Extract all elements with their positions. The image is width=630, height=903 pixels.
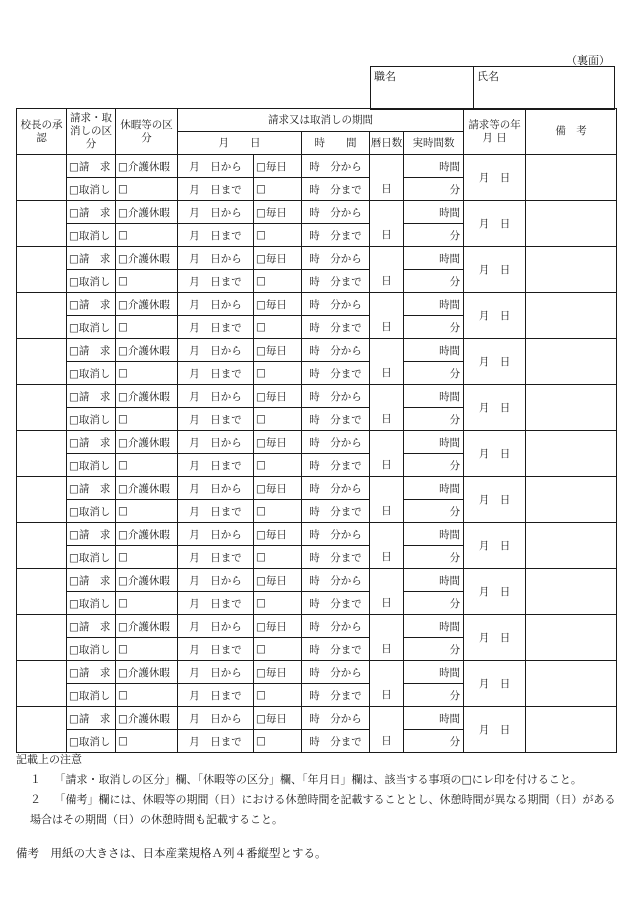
cancel-checkbox[interactable]: □取消し [67, 224, 116, 247]
care-leave-checkbox[interactable]: □介護休暇 [116, 477, 178, 500]
request-checkbox[interactable]: □請 求 [67, 661, 116, 684]
request-date-field[interactable]: 月 日 [464, 339, 526, 385]
request-date-field[interactable]: 月 日 [464, 523, 526, 569]
cancel-checkbox[interactable]: □取消し [67, 270, 116, 293]
hours-field[interactable]: 時間 [404, 155, 464, 178]
from-time-field[interactable]: 時 分から [302, 661, 370, 684]
calendar-days-field[interactable]: 日 [370, 661, 404, 707]
from-date-field[interactable]: 月 日から [178, 523, 254, 546]
other-checkbox[interactable]: □ [254, 638, 302, 661]
minutes-field[interactable]: 分 [404, 362, 464, 385]
minutes-field[interactable]: 分 [404, 408, 464, 431]
approval-cell[interactable] [17, 523, 67, 569]
other-checkbox[interactable]: □ [254, 592, 302, 615]
care-leave-checkbox[interactable]: □介護休暇 [116, 523, 178, 546]
time-header: 時 間 [302, 132, 370, 155]
care-leave-checkbox[interactable]: □介護休暇 [116, 615, 178, 638]
approval-cell[interactable] [17, 385, 67, 431]
request-checkbox[interactable]: □請 求 [67, 431, 116, 454]
other-leave-checkbox[interactable]: □ [116, 408, 178, 431]
to-time-field[interactable]: 時 分まで [302, 362, 370, 385]
request-date-field[interactable]: 月 日 [464, 615, 526, 661]
table-row [17, 523, 617, 546]
to-date-field[interactable]: 月 日まで [178, 638, 254, 661]
hours-field[interactable]: 時間 [404, 707, 464, 730]
other-leave-checkbox[interactable]: □ [116, 500, 178, 523]
cancel-checkbox[interactable]: □取消し [67, 408, 116, 431]
calendar-days-field[interactable]: 日 [370, 339, 404, 385]
request-date-field[interactable]: 月 日 [464, 477, 526, 523]
other-checkbox[interactable]: □ [254, 730, 302, 753]
request-date-field[interactable]: 月 日 [464, 661, 526, 707]
other-checkbox[interactable]: □ [254, 270, 302, 293]
daily-checkbox[interactable]: □毎日 [254, 523, 302, 546]
other-leave-checkbox[interactable]: □ [116, 454, 178, 477]
calendar-days-field[interactable]: 日 [370, 293, 404, 339]
other-leave-checkbox[interactable]: □ [116, 592, 178, 615]
care-leave-checkbox[interactable]: □介護休暇 [116, 155, 178, 178]
request-date-field[interactable]: 月 日 [464, 431, 526, 477]
request-checkbox[interactable]: □請 求 [67, 523, 116, 546]
other-leave-checkbox[interactable]: □ [116, 546, 178, 569]
approval-cell[interactable] [17, 155, 67, 201]
request-checkbox[interactable]: □請 求 [67, 477, 116, 500]
period-header: 請求又は取消しの期間 [178, 109, 464, 132]
to-time-field[interactable]: 時 分まで [302, 224, 370, 247]
daily-checkbox[interactable]: □毎日 [254, 477, 302, 500]
request-checkbox[interactable]: □請 求 [67, 293, 116, 316]
to-date-field[interactable]: 月 日まで [178, 270, 254, 293]
daily-checkbox[interactable]: □毎日 [254, 293, 302, 316]
from-date-field[interactable]: 月 日から [178, 201, 254, 224]
other-checkbox[interactable]: □ [254, 362, 302, 385]
other-leave-checkbox[interactable]: □ [116, 638, 178, 661]
job-title-field[interactable]: 職名 [371, 67, 474, 110]
from-time-field[interactable]: 時 分から [302, 155, 370, 178]
request-checkbox[interactable]: □請 求 [67, 385, 116, 408]
other-checkbox[interactable]: □ [254, 546, 302, 569]
from-time-field[interactable]: 時 分から [302, 707, 370, 730]
name-field[interactable]: 氏名 [474, 67, 615, 110]
remarks-field[interactable] [526, 201, 617, 247]
request-checkbox[interactable]: □請 求 [67, 569, 116, 592]
care-leave-checkbox[interactable]: □介護休暇 [116, 293, 178, 316]
from-time-field[interactable]: 時 分から [302, 385, 370, 408]
approval-cell[interactable] [17, 615, 67, 661]
calendar-days-field[interactable]: 日 [370, 615, 404, 661]
remarks-field[interactable] [526, 661, 617, 707]
from-date-field[interactable]: 月 日から [178, 615, 254, 638]
footer-remark: 備考 用紙の大きさは、日本産業規格Ａ列４番縦型とする。 [16, 846, 327, 860]
hours-field[interactable]: 時間 [404, 523, 464, 546]
header-box [370, 66, 615, 110]
calendar-days-field[interactable]: 日 [370, 477, 404, 523]
request-date-field[interactable]: 月 日 [464, 155, 526, 201]
care-leave-checkbox[interactable]: □介護休暇 [116, 201, 178, 224]
care-leave-checkbox[interactable]: □介護休暇 [116, 385, 178, 408]
calendar-days-field[interactable]: 日 [370, 707, 404, 753]
cancel-checkbox[interactable]: □取消し [67, 454, 116, 477]
hours-field[interactable]: 時間 [404, 569, 464, 592]
request-date-field[interactable]: 月 日 [464, 707, 526, 753]
from-time-field[interactable]: 時 分から [302, 247, 370, 270]
care-leave-checkbox[interactable]: □介護休暇 [116, 707, 178, 730]
minutes-field[interactable]: 分 [404, 270, 464, 293]
table-row [17, 477, 617, 500]
calendar-days-field[interactable]: 日 [370, 523, 404, 569]
approval-cell[interactable] [17, 707, 67, 753]
principal-approval-header: 校長の承 認 [17, 109, 67, 155]
table-row [17, 707, 617, 730]
from-time-field[interactable]: 時 分から [302, 477, 370, 500]
remarks-field[interactable] [526, 339, 617, 385]
request-checkbox[interactable]: □請 求 [67, 707, 116, 730]
table-row [17, 385, 617, 408]
table-row [17, 155, 617, 178]
approval-cell[interactable] [17, 477, 67, 523]
other-leave-checkbox[interactable]: □ [116, 316, 178, 339]
from-time-field[interactable]: 時 分から [302, 431, 370, 454]
to-time-field[interactable]: 時 分まで [302, 592, 370, 615]
to-time-field[interactable]: 時 分まで [302, 316, 370, 339]
from-time-field[interactable]: 時 分から [302, 293, 370, 316]
from-time-field[interactable]: 時 分から [302, 523, 370, 546]
remarks-field[interactable] [526, 615, 617, 661]
to-time-field[interactable]: 時 分まで [302, 454, 370, 477]
daily-checkbox[interactable]: □毎日 [254, 615, 302, 638]
cancel-checkbox[interactable]: □取消し [67, 638, 116, 661]
request-date-field[interactable]: 月 日 [464, 201, 526, 247]
approval-cell[interactable] [17, 661, 67, 707]
to-time-field[interactable]: 時 分まで [302, 730, 370, 753]
request-checkbox[interactable]: □請 求 [67, 615, 116, 638]
to-time-field[interactable]: 時 分まで [302, 546, 370, 569]
other-checkbox[interactable]: □ [254, 178, 302, 201]
to-date-field[interactable]: 月 日まで [178, 178, 254, 201]
request-date-field[interactable]: 月 日 [464, 247, 526, 293]
from-date-field[interactable]: 月 日から [178, 707, 254, 730]
hours-field[interactable]: 時間 [404, 201, 464, 224]
care-leave-checkbox[interactable]: □介護休暇 [116, 431, 178, 454]
minutes-field[interactable]: 分 [404, 316, 464, 339]
care-leave-checkbox[interactable]: □介護休暇 [116, 569, 178, 592]
remarks-field[interactable] [526, 477, 617, 523]
leave-request-table [16, 108, 617, 753]
to-date-field[interactable]: 月 日まで [178, 546, 254, 569]
hours-field[interactable]: 時間 [404, 247, 464, 270]
approval-cell[interactable] [17, 431, 67, 477]
approval-cell[interactable] [17, 293, 67, 339]
from-date-field[interactable]: 月 日から [178, 247, 254, 270]
other-leave-checkbox[interactable]: □ [116, 362, 178, 385]
cancel-checkbox[interactable]: □取消し [67, 546, 116, 569]
to-time-field[interactable]: 時 分まで [302, 500, 370, 523]
calendar-days-header: 暦日数 [370, 132, 404, 155]
care-leave-checkbox[interactable]: □介護休暇 [116, 661, 178, 684]
other-leave-checkbox[interactable]: □ [116, 178, 178, 201]
from-date-field[interactable]: 月 日から [178, 339, 254, 362]
from-date-field[interactable]: 月 日から [178, 569, 254, 592]
care-leave-checkbox[interactable]: □介護休暇 [116, 247, 178, 270]
remarks-header: 備 考 [526, 109, 617, 155]
hours-field[interactable]: 時間 [404, 615, 464, 638]
to-time-field[interactable]: 時 分まで [302, 638, 370, 661]
daily-checkbox[interactable]: □毎日 [254, 247, 302, 270]
other-checkbox[interactable]: □ [254, 454, 302, 477]
hours-field[interactable]: 時間 [404, 477, 464, 500]
other-leave-checkbox[interactable]: □ [116, 270, 178, 293]
remarks-field[interactable] [526, 293, 617, 339]
from-time-field[interactable]: 時 分から [302, 615, 370, 638]
other-checkbox[interactable]: □ [254, 500, 302, 523]
other-leave-checkbox[interactable]: □ [116, 730, 178, 753]
to-date-field[interactable]: 月 日まで [178, 454, 254, 477]
request-checkbox[interactable]: □請 求 [67, 339, 116, 362]
category-header: 請求・取消しの区 分 [67, 109, 116, 155]
from-date-field[interactable]: 月 日から [178, 477, 254, 500]
table-row [17, 569, 617, 592]
request-checkbox[interactable]: □請 求 [67, 247, 116, 270]
calendar-days-field[interactable]: 日 [370, 385, 404, 431]
to-date-field[interactable]: 月 日まで [178, 500, 254, 523]
request-date-field[interactable]: 月 日 [464, 569, 526, 615]
note-1-text: 「請求・取消しの区分」欄、「休暇等の区分」欄、「年月日」欄は、該当する事項の□にレ印を付けること。 [54, 773, 582, 786]
table-row [17, 661, 617, 684]
approval-cell[interactable] [17, 569, 67, 615]
calendar-days-field[interactable]: 日 [370, 569, 404, 615]
cancel-checkbox[interactable]: □取消し [67, 592, 116, 615]
actual-hours-header: 実時間数 [404, 132, 464, 155]
minutes-field[interactable]: 分 [404, 638, 464, 661]
table-row [17, 615, 617, 638]
from-date-field[interactable]: 月 日から [178, 661, 254, 684]
daily-checkbox[interactable]: □毎日 [254, 661, 302, 684]
cancel-checkbox[interactable]: □取消し [67, 178, 116, 201]
hours-field[interactable]: 時間 [404, 431, 464, 454]
minutes-field[interactable]: 分 [404, 178, 464, 201]
notes-title: 記載上の注意 [16, 753, 82, 766]
from-time-field[interactable]: 時 分から [302, 339, 370, 362]
daily-checkbox[interactable]: □毎日 [254, 339, 302, 362]
remarks-field[interactable] [526, 569, 617, 615]
calendar-days-field[interactable]: 日 [370, 431, 404, 477]
table-row [17, 431, 617, 454]
daily-checkbox[interactable]: □毎日 [254, 201, 302, 224]
table-row [17, 247, 617, 270]
other-checkbox[interactable]: □ [254, 684, 302, 707]
to-date-field[interactable]: 月 日まで [178, 592, 254, 615]
request-date-field[interactable]: 月 日 [464, 293, 526, 339]
approval-cell[interactable] [17, 339, 67, 385]
other-checkbox[interactable]: □ [254, 224, 302, 247]
reverse-side-label: （裏面） [566, 54, 610, 67]
table-row [17, 339, 617, 362]
care-leave-checkbox[interactable]: □介護休暇 [116, 339, 178, 362]
to-date-field[interactable]: 月 日まで [178, 316, 254, 339]
other-checkbox[interactable]: □ [254, 316, 302, 339]
request-date-header: 請求等の年 月 日 [464, 109, 526, 155]
to-date-field[interactable]: 月 日まで [178, 408, 254, 431]
daily-checkbox[interactable]: □毎日 [254, 385, 302, 408]
from-time-field[interactable]: 時 分から [302, 569, 370, 592]
to-time-field[interactable]: 時 分まで [302, 684, 370, 707]
other-checkbox[interactable]: □ [254, 408, 302, 431]
month-day-header: 月 日 [178, 132, 302, 155]
minutes-field[interactable]: 分 [404, 592, 464, 615]
daily-checkbox[interactable]: □毎日 [254, 707, 302, 730]
table-row [17, 293, 617, 316]
to-date-field[interactable]: 月 日まで [178, 730, 254, 753]
to-time-field[interactable]: 時 分まで [302, 270, 370, 293]
hours-field[interactable]: 時間 [404, 661, 464, 684]
note-2-text: 「備考」欄には、休暇等の期間（日）における休憩時間を記載することとし、休憩時間が異なる期間（日）がある場合はその期間（日）の休憩時間も記載すること。 [30, 793, 616, 826]
cancel-checkbox[interactable]: □取消し [67, 684, 116, 707]
cancel-checkbox[interactable]: □取消し [67, 362, 116, 385]
daily-checkbox[interactable]: □毎日 [254, 155, 302, 178]
leave-type-header: 休暇等の区分 [116, 109, 178, 155]
request-date-field[interactable]: 月 日 [464, 385, 526, 431]
approval-cell[interactable] [17, 201, 67, 247]
to-time-field[interactable]: 時 分まで [302, 178, 370, 201]
hours-field[interactable]: 時間 [404, 385, 464, 408]
approval-cell[interactable] [17, 247, 67, 293]
from-date-field[interactable]: 月 日から [178, 431, 254, 454]
notes-section [16, 750, 616, 830]
to-time-field[interactable]: 時 分まで [302, 408, 370, 431]
to-date-field[interactable]: 月 日まで [178, 362, 254, 385]
remarks-field[interactable] [526, 431, 617, 477]
hours-field[interactable]: 時間 [404, 293, 464, 316]
other-leave-checkbox[interactable]: □ [116, 684, 178, 707]
other-leave-checkbox[interactable]: □ [116, 224, 178, 247]
daily-checkbox[interactable]: □毎日 [254, 431, 302, 454]
minutes-field[interactable]: 分 [404, 684, 464, 707]
from-date-field[interactable]: 月 日から [178, 385, 254, 408]
hours-field[interactable]: 時間 [404, 339, 464, 362]
from-time-field[interactable]: 時 分から [302, 201, 370, 224]
remarks-field[interactable] [526, 247, 617, 293]
to-date-field[interactable]: 月 日まで [178, 684, 254, 707]
minutes-field[interactable]: 分 [404, 730, 464, 753]
cancel-checkbox[interactable]: □取消し [67, 730, 116, 753]
minutes-field[interactable]: 分 [404, 546, 464, 569]
calendar-days-field[interactable]: 日 [370, 247, 404, 293]
request-checkbox[interactable]: □請 求 [67, 201, 116, 224]
cancel-checkbox[interactable]: □取消し [67, 500, 116, 523]
calendar-days-field[interactable]: 日 [370, 201, 404, 247]
remarks-field[interactable] [526, 523, 617, 569]
cancel-checkbox[interactable]: □取消し [67, 316, 116, 339]
remarks-field[interactable] [526, 707, 617, 753]
request-checkbox[interactable]: □請 求 [67, 155, 116, 178]
table-row [17, 201, 617, 224]
minutes-field[interactable]: 分 [404, 454, 464, 477]
remarks-field[interactable] [526, 385, 617, 431]
minutes-field[interactable]: 分 [404, 500, 464, 523]
from-date-field[interactable]: 月 日から [178, 155, 254, 178]
calendar-days-field[interactable]: 日 [370, 155, 404, 201]
note-2-number: ２ [30, 793, 41, 806]
to-date-field[interactable]: 月 日まで [178, 224, 254, 247]
remarks-field[interactable] [526, 155, 617, 201]
from-date-field[interactable]: 月 日から [178, 293, 254, 316]
minutes-field[interactable]: 分 [404, 224, 464, 247]
daily-checkbox[interactable]: □毎日 [254, 569, 302, 592]
note-1-number: １ [30, 773, 41, 786]
